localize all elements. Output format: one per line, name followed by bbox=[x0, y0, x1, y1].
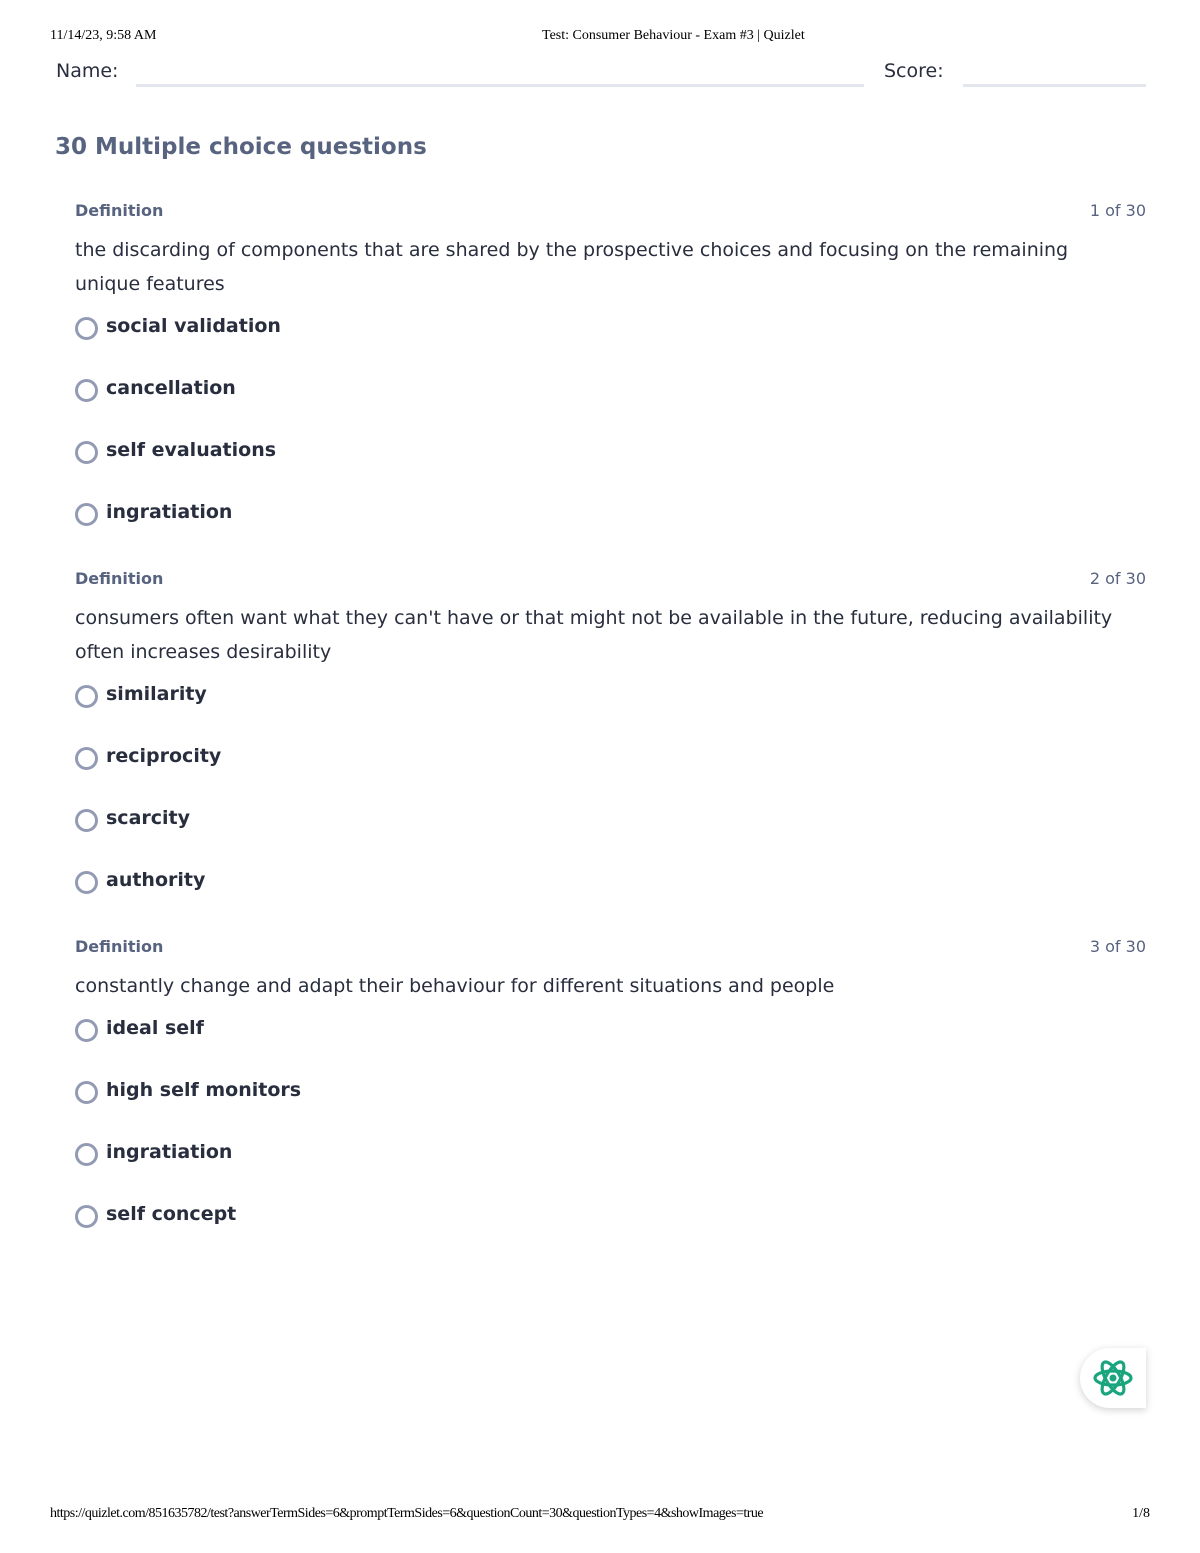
answer-option-label: high self monitors bbox=[106, 1079, 302, 1101]
radio-button[interactable] bbox=[75, 809, 98, 832]
print-footer bbox=[50, 1506, 1150, 1526]
answer-options bbox=[75, 1015, 1146, 1263]
answer-option[interactable] bbox=[75, 437, 1146, 499]
answer-option-label: ideal self bbox=[106, 1017, 204, 1039]
question-card bbox=[75, 569, 1146, 929]
answer-option[interactable] bbox=[75, 743, 1146, 805]
section-title: 30 Multiple choice questions bbox=[55, 134, 427, 160]
answer-option[interactable] bbox=[75, 1077, 1146, 1139]
print-date: 11/14/23, 9:58 AM bbox=[50, 28, 157, 43]
print-header bbox=[50, 28, 1150, 48]
answer-options bbox=[75, 313, 1146, 561]
radio-button[interactable] bbox=[75, 503, 98, 526]
answer-option[interactable] bbox=[75, 1201, 1146, 1263]
question-prompt: constantly change and adapt their behaviour for different situations and people bbox=[75, 975, 835, 997]
name-field[interactable] bbox=[136, 84, 864, 87]
radio-button[interactable] bbox=[75, 1205, 98, 1228]
score-label: Score: bbox=[884, 60, 944, 82]
answer-option[interactable] bbox=[75, 1139, 1146, 1201]
answer-option[interactable] bbox=[75, 805, 1146, 867]
radio-button[interactable] bbox=[75, 871, 98, 894]
answer-option-label: ingratiation bbox=[106, 1141, 233, 1163]
answer-option[interactable] bbox=[75, 375, 1146, 437]
question-counter: 1 of 30 bbox=[1089, 201, 1146, 220]
radio-button[interactable] bbox=[75, 1081, 98, 1104]
answer-option[interactable] bbox=[75, 867, 1146, 929]
name-label: Name: bbox=[56, 60, 119, 82]
answer-option[interactable] bbox=[75, 313, 1146, 375]
answer-option-label: social validation bbox=[106, 315, 281, 337]
answer-option-label: scarcity bbox=[106, 807, 191, 829]
question-card bbox=[75, 201, 1146, 561]
answer-option[interactable] bbox=[75, 1015, 1146, 1077]
print-url: https://quizlet.com/851635782/test?answerTermSides=6&promptTermSides=6&questionCount=30&questionTypes=4&showImages=true bbox=[50, 1506, 764, 1521]
question-prompt: the discarding of components that are shared by the prospective choices and focusing on the remaining unique features bbox=[75, 239, 1069, 295]
answer-option-label: reciprocity bbox=[106, 745, 222, 767]
answer-option-label: cancellation bbox=[106, 377, 236, 399]
radio-button[interactable] bbox=[75, 747, 98, 770]
answer-option-label: authority bbox=[106, 869, 206, 891]
name-score-row bbox=[56, 58, 1146, 92]
answer-option-label: ingratiation bbox=[106, 501, 233, 523]
question-prompt: consumers often want what they can't have or that might not be available in the future, reducing availability often increases desirability bbox=[75, 607, 1113, 663]
answer-option-label: self concept bbox=[106, 1203, 237, 1225]
answer-option[interactable] bbox=[75, 681, 1146, 743]
answer-option[interactable] bbox=[75, 499, 1146, 561]
score-field[interactable] bbox=[963, 84, 1146, 87]
radio-button[interactable] bbox=[75, 1019, 98, 1042]
question-card bbox=[75, 937, 1146, 1263]
radio-button[interactable] bbox=[75, 379, 98, 402]
question-type-label: Definition bbox=[75, 937, 164, 956]
study-assistant-button[interactable] bbox=[1080, 1348, 1146, 1408]
question-counter: 3 of 30 bbox=[1089, 937, 1146, 956]
radio-button[interactable] bbox=[75, 1143, 98, 1166]
radio-button[interactable] bbox=[75, 685, 98, 708]
answer-option-label: similarity bbox=[106, 683, 207, 705]
radio-button[interactable] bbox=[75, 317, 98, 340]
question-type-label: Definition bbox=[75, 201, 164, 220]
page-number: 1/8 bbox=[1132, 1506, 1150, 1521]
question-type-label: Definition bbox=[75, 569, 164, 588]
answer-options bbox=[75, 681, 1146, 929]
radio-button[interactable] bbox=[75, 441, 98, 464]
quizlet-atom-icon bbox=[1091, 1356, 1135, 1400]
question-counter: 2 of 30 bbox=[1089, 569, 1146, 588]
print-title: Test: Consumer Behaviour - Exam #3 | Quizlet bbox=[542, 28, 805, 43]
answer-option-label: self evaluations bbox=[106, 439, 277, 461]
